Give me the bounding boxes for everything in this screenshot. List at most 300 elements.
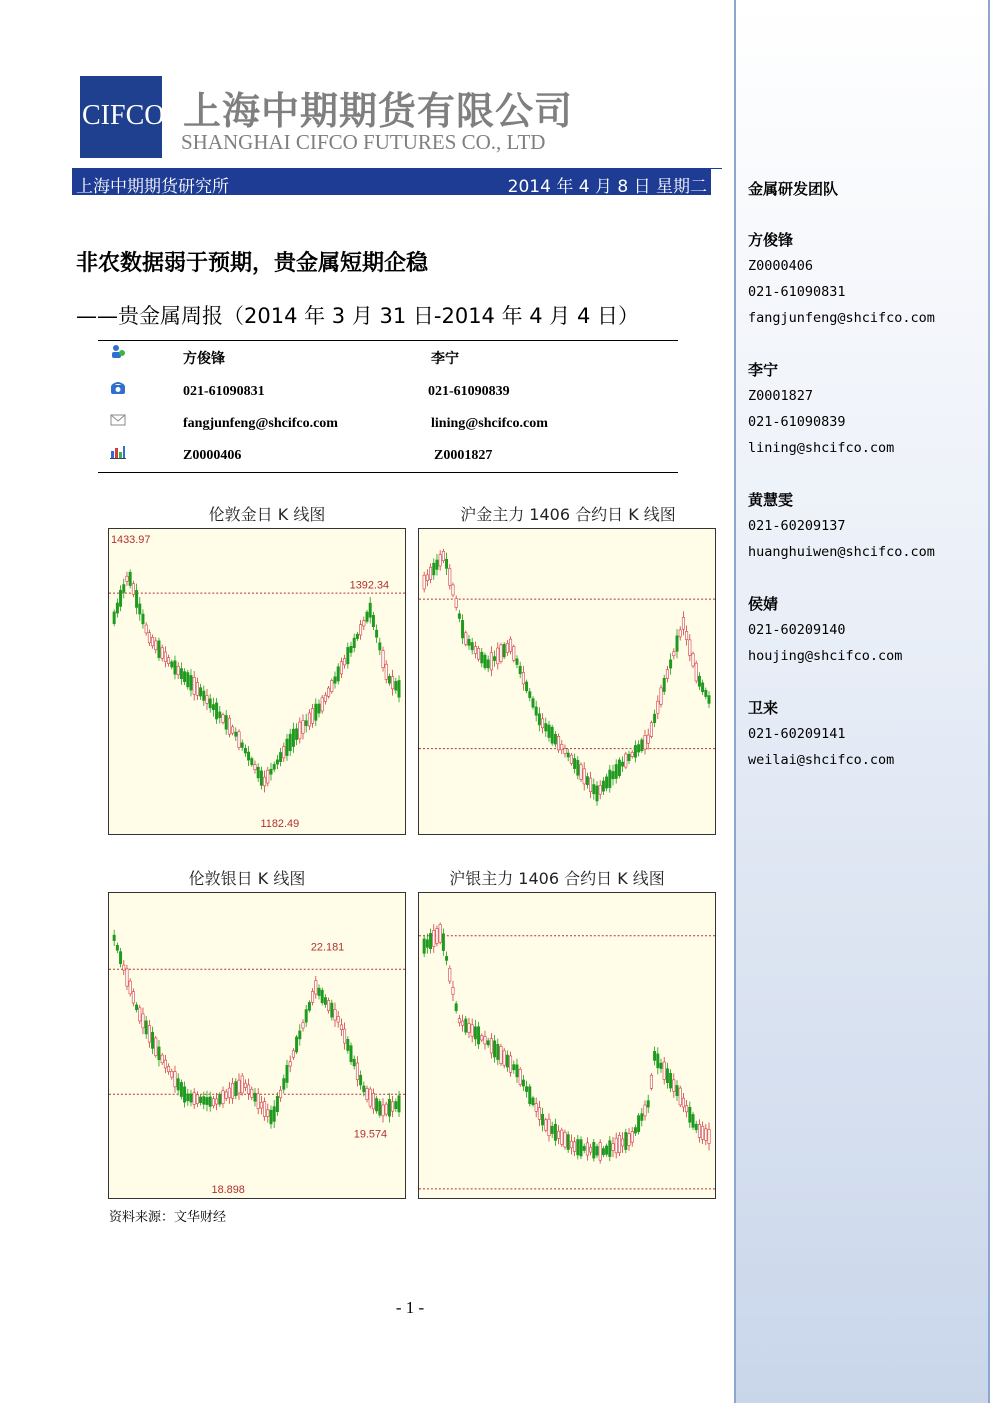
candlestick	[190, 1090, 192, 1107]
candlestick	[641, 1108, 643, 1126]
kline-chart-sh-gold	[418, 528, 716, 835]
candlestick	[289, 1056, 291, 1073]
candlestick	[657, 1047, 659, 1074]
candlestick	[375, 1096, 377, 1114]
candlestick	[263, 771, 265, 793]
candlestick	[295, 723, 297, 745]
candlestick	[461, 614, 463, 644]
candlestick	[564, 745, 566, 758]
candlestick	[257, 763, 259, 782]
candlestick	[516, 655, 518, 668]
candlestick	[573, 1137, 575, 1156]
candlestick	[570, 1135, 572, 1155]
candlestick	[238, 729, 240, 750]
person-phone: 021-61090831	[748, 284, 846, 300]
candlestick	[167, 655, 169, 667]
candlestick	[692, 1112, 694, 1130]
candlestick	[525, 680, 527, 694]
candlestick	[391, 1096, 393, 1117]
logo-text: CIFCO	[82, 100, 165, 131]
candlestick	[305, 1005, 307, 1027]
candlestick	[235, 727, 237, 741]
candlestick	[455, 595, 457, 610]
kline-chart-london-silver	[108, 892, 406, 1199]
candlestick	[244, 744, 246, 756]
candlestick	[302, 1019, 304, 1031]
sidebar-person	[748, 357, 894, 461]
candlestick	[663, 675, 665, 695]
candlestick	[577, 1135, 579, 1159]
candlestick	[516, 1059, 518, 1083]
candlestick	[596, 1144, 598, 1158]
author-name-a: 方俊锋	[183, 352, 225, 367]
candlestick	[679, 626, 681, 640]
candlestick	[493, 650, 495, 666]
candlestick	[299, 1024, 301, 1045]
candlestick	[644, 1100, 646, 1120]
candlestick	[215, 698, 217, 724]
candlestick	[305, 714, 307, 733]
candlestick	[631, 750, 633, 758]
candlestick	[593, 1139, 595, 1161]
price-label: 1433.97	[110, 533, 151, 546]
candlestick	[500, 643, 502, 664]
candlestick	[340, 1018, 342, 1036]
candlestick	[426, 934, 428, 954]
candlestick	[593, 779, 595, 800]
candlestick	[465, 1016, 467, 1035]
candlestick	[334, 1003, 336, 1027]
candlestick	[701, 680, 703, 695]
candlestick	[398, 675, 400, 702]
candlestick	[260, 1096, 262, 1114]
candlestick	[289, 729, 291, 756]
candlestick	[647, 1095, 649, 1113]
data-source-note: 资料来源：文华财经	[109, 1210, 227, 1225]
candlestick	[695, 661, 697, 684]
candlestick	[634, 1125, 636, 1136]
candlestick	[477, 1022, 479, 1049]
candlestick	[222, 713, 224, 725]
candlestick	[589, 1144, 591, 1156]
person-email[interactable]: huanghuiwen@shcifco.com	[748, 544, 935, 560]
candlestick	[445, 553, 447, 575]
person-email[interactable]: fangjunfeng@shcifco.com	[748, 310, 935, 326]
candlestick	[151, 635, 153, 649]
candlestick	[634, 740, 636, 762]
person-email[interactable]: weilai@shcifco.com	[748, 752, 895, 768]
candlestick	[433, 924, 435, 953]
candlestick	[158, 638, 160, 661]
chart-caption-london-gold: 伦敦金日 K 线图	[208, 505, 326, 524]
candlestick	[529, 1084, 531, 1107]
candlestick	[557, 733, 559, 753]
candlestick	[132, 581, 134, 597]
candlestick	[657, 695, 659, 719]
candlestick	[279, 1086, 281, 1102]
candlestick	[363, 617, 365, 630]
candlestick	[369, 1087, 371, 1109]
candlestick	[497, 642, 499, 669]
candlestick	[331, 1000, 333, 1021]
candlestick	[625, 1129, 627, 1153]
candlestick	[231, 1078, 233, 1104]
sidebar-person	[748, 591, 902, 669]
candlestick	[666, 1063, 668, 1089]
candlestick	[155, 1036, 157, 1058]
header-band	[72, 169, 711, 195]
candlestick	[183, 668, 185, 685]
candlestick	[276, 1092, 278, 1116]
candlestick	[458, 1015, 460, 1026]
table-bottom-rule	[98, 472, 678, 473]
candlestick	[545, 1118, 547, 1133]
candlestick	[660, 685, 662, 708]
candlestick	[705, 688, 707, 700]
candlestick	[548, 1113, 550, 1141]
candlestick	[535, 701, 537, 721]
author-email-a: fangjunfeng@shcifco.com	[183, 416, 338, 431]
candlestick	[471, 638, 473, 655]
candlestick	[244, 1079, 246, 1091]
candlestick	[315, 699, 317, 726]
candlestick	[599, 780, 601, 799]
candlestick	[433, 558, 435, 579]
candlestick	[254, 1088, 256, 1106]
candlestick	[423, 935, 425, 957]
candlestick	[340, 658, 342, 678]
candlestick	[503, 642, 505, 659]
candlestick	[254, 761, 256, 774]
candlestick	[251, 1086, 253, 1100]
chart-caption-sh-gold: 沪金主力 1406 合约日 K 线图	[460, 505, 676, 524]
candlestick	[318, 984, 320, 999]
candlestick	[337, 1011, 339, 1028]
candlestick	[187, 670, 189, 690]
candlestick	[292, 1048, 294, 1060]
candlestick	[395, 678, 397, 694]
candlestick	[698, 1119, 700, 1142]
candlestick	[267, 1104, 269, 1123]
person-name: 侯婧	[748, 595, 779, 613]
candlestick	[395, 1098, 397, 1111]
candlestick	[589, 772, 591, 798]
candlestick	[445, 952, 447, 966]
candlestick	[283, 1075, 285, 1094]
candlestick	[637, 1113, 639, 1134]
candlestick	[382, 1098, 384, 1122]
candlestick	[685, 1100, 687, 1117]
candlestick	[350, 642, 352, 657]
candlestick	[324, 994, 326, 1008]
candlestick	[525, 1081, 527, 1098]
candlestick	[618, 758, 620, 779]
candlestick	[669, 653, 671, 674]
candlestick	[199, 1094, 201, 1105]
candlestick	[283, 742, 285, 761]
candlestick	[257, 1088, 259, 1114]
candlestick	[375, 624, 377, 642]
candlestick	[641, 738, 643, 753]
person-icon	[110, 344, 126, 358]
candlestick	[650, 721, 652, 739]
candlestick	[148, 1020, 150, 1048]
candlestick	[212, 698, 214, 717]
candlestick	[538, 707, 540, 731]
candlestick	[513, 645, 515, 663]
candlestick	[331, 678, 333, 693]
candlestick	[379, 638, 381, 655]
person-id: Z0000406	[748, 258, 814, 274]
candlestick	[647, 729, 649, 750]
candlestick	[299, 717, 301, 743]
candlestick	[465, 631, 467, 647]
candlestick	[541, 1108, 543, 1132]
candlestick	[337, 663, 339, 684]
institute-name: 上海中期期货研究所	[76, 177, 229, 197]
candlestick	[113, 930, 115, 946]
candlestick	[119, 585, 121, 611]
candlestick	[513, 1061, 515, 1074]
candlestick	[596, 781, 598, 806]
candlestick	[612, 1137, 614, 1157]
candlestick	[174, 1066, 176, 1093]
candlestick	[487, 656, 489, 672]
candlestick	[119, 948, 121, 967]
kline-chart-london-gold	[108, 528, 406, 835]
person-name: 黄慧雯	[748, 491, 794, 509]
candlestick	[347, 643, 349, 669]
candlestick	[500, 1044, 502, 1066]
candlestick	[477, 646, 479, 662]
candlestick	[209, 694, 211, 713]
candlestick	[621, 756, 623, 772]
candlestick	[366, 1086, 368, 1103]
candlestick	[391, 670, 393, 696]
candlestick	[561, 1128, 563, 1147]
person-name: 卫来	[748, 699, 779, 717]
candlestick	[241, 739, 243, 750]
candlestick	[180, 662, 182, 684]
candlestick	[564, 1130, 566, 1150]
candlestick	[631, 1127, 633, 1147]
candlestick	[369, 597, 371, 624]
candlestick	[177, 1073, 179, 1095]
candlestick	[455, 1001, 457, 1014]
candlestick	[372, 1088, 374, 1113]
candlestick	[532, 1096, 534, 1107]
report-subtitle: ——贵金属周报（2014 年 3 月 31 日-2014 年 4 月 4 日）	[76, 304, 640, 328]
candlestick	[276, 755, 278, 769]
author-name-b: 李宁	[431, 352, 459, 367]
company-logo	[80, 76, 165, 158]
candlestick	[167, 1063, 169, 1074]
candlestick	[385, 1102, 387, 1117]
candlestick	[196, 1091, 198, 1107]
price-label: 19.574	[353, 1128, 388, 1141]
candlestick	[551, 725, 553, 746]
kline-chart-sh-silver	[418, 892, 716, 1199]
candlestick	[251, 756, 253, 766]
person-email[interactable]: houjing@shcifco.com	[748, 648, 903, 664]
candlestick	[308, 1000, 310, 1012]
phone-icon	[110, 381, 126, 395]
candlestick	[628, 751, 630, 764]
price-label: 18.898	[211, 1184, 245, 1197]
candlestick	[468, 1018, 470, 1038]
candlestick	[241, 1073, 243, 1096]
candlestick	[193, 671, 195, 700]
candlestick	[123, 579, 125, 599]
candlestick	[602, 777, 604, 795]
candlestick	[327, 686, 329, 699]
candlestick	[689, 1102, 691, 1128]
candlestick	[682, 1093, 684, 1112]
candlestick	[388, 674, 390, 686]
candlestick	[538, 1101, 540, 1126]
candlestick	[660, 1059, 662, 1073]
candlestick	[171, 660, 173, 670]
candlestick	[315, 976, 317, 999]
candlestick	[625, 752, 627, 769]
candlestick	[586, 773, 588, 789]
author-id-a: Z0000406	[183, 448, 242, 463]
candlestick	[554, 731, 556, 747]
candlestick	[439, 922, 441, 944]
candlestick	[372, 612, 374, 630]
person-phone: 021-61090839	[748, 414, 846, 430]
candlestick	[222, 1087, 224, 1108]
candlestick	[429, 564, 431, 584]
page-number: - 1 -	[395, 1298, 425, 1317]
candlestick	[193, 1088, 195, 1109]
candlestick	[142, 609, 144, 628]
candlestick	[698, 672, 700, 690]
candlestick	[295, 1035, 297, 1054]
candlestick	[190, 669, 192, 696]
contact-sidebar	[734, 0, 990, 1403]
candlestick	[637, 740, 639, 756]
person-phone: 021-60209141	[748, 726, 846, 742]
chart-caption-sh-silver: 沪银主力 1406 合约日 K 线图	[449, 869, 665, 888]
candlestick	[484, 1031, 486, 1050]
candlestick	[151, 1027, 153, 1054]
sidebar-person	[748, 695, 894, 773]
candlestick	[308, 709, 310, 730]
candlestick	[429, 929, 431, 954]
candlestick	[203, 686, 205, 706]
candlestick	[183, 1082, 185, 1108]
table-top-rule	[98, 340, 678, 341]
candlestick	[142, 1008, 144, 1035]
price-label: 22.181	[310, 941, 345, 954]
candlestick	[353, 634, 355, 653]
candlestick	[382, 647, 384, 672]
candlestick	[653, 710, 655, 727]
candlestick	[164, 646, 166, 667]
candlestick	[605, 1144, 607, 1157]
candlestick	[586, 1137, 588, 1160]
candlestick	[577, 756, 579, 779]
candlestick	[676, 1080, 678, 1101]
person-phone: 021-60209137	[748, 518, 846, 534]
candlestick	[666, 666, 668, 683]
candlestick	[439, 550, 441, 571]
candlestick	[324, 692, 326, 704]
candlestick	[653, 1046, 655, 1065]
candlestick	[506, 1050, 508, 1071]
candlestick	[557, 1125, 559, 1144]
candlestick	[673, 648, 675, 659]
person-email[interactable]: lining@shcifco.com	[748, 440, 895, 456]
candlestick	[650, 1073, 652, 1090]
candlestick	[155, 637, 157, 653]
candlestick	[663, 1057, 665, 1085]
candlestick	[215, 1093, 217, 1110]
candlestick	[343, 655, 345, 669]
candlestick	[474, 1020, 476, 1046]
sidebar-person	[748, 487, 935, 565]
candlestick	[129, 569, 131, 588]
company-name-cn: 上海中期期货有限公司	[183, 89, 574, 133]
chart-icon	[110, 445, 126, 459]
candlestick	[247, 1079, 249, 1100]
candlestick	[580, 1136, 582, 1159]
candlestick	[618, 1132, 620, 1156]
price-label: 1182.49	[260, 818, 300, 831]
candlestick	[458, 610, 460, 622]
candlestick	[609, 765, 611, 793]
candlestick	[599, 1139, 601, 1163]
candlestick	[273, 1100, 275, 1128]
sidebar-team-title: 金属研发团队	[748, 180, 839, 198]
author-email-b: lining@shcifco.com	[431, 416, 548, 431]
candlestick	[123, 960, 125, 975]
candlestick	[676, 629, 678, 658]
candlestick	[605, 774, 607, 792]
candlestick	[116, 598, 118, 617]
candlestick	[286, 1060, 288, 1088]
candlestick	[484, 653, 486, 671]
candlestick	[270, 1106, 272, 1129]
candlestick	[602, 1146, 604, 1157]
candlestick	[682, 611, 684, 635]
candlestick	[669, 1069, 671, 1092]
candlestick	[545, 718, 547, 737]
candlestick	[273, 761, 275, 772]
candlestick	[561, 740, 563, 754]
candlestick	[347, 1036, 349, 1053]
candlestick	[573, 754, 575, 774]
candlestick	[116, 943, 118, 954]
candlestick	[267, 767, 269, 786]
candlestick	[481, 1033, 483, 1042]
candlestick	[350, 1043, 352, 1065]
candlestick	[129, 978, 131, 996]
chart-caption-london-silver: 伦敦银日 K 线图	[188, 869, 306, 888]
candlestick	[321, 987, 323, 1005]
candlestick	[161, 1053, 163, 1065]
candlestick	[334, 671, 336, 688]
candlestick	[174, 656, 176, 680]
candlestick	[292, 723, 294, 753]
candlestick	[126, 965, 128, 990]
author-id-b: Z0001827	[434, 448, 493, 463]
candlestick	[206, 689, 208, 710]
candlestick	[161, 645, 163, 662]
candlestick	[705, 1124, 707, 1145]
author-phone-b: 021-61090839	[428, 384, 510, 399]
